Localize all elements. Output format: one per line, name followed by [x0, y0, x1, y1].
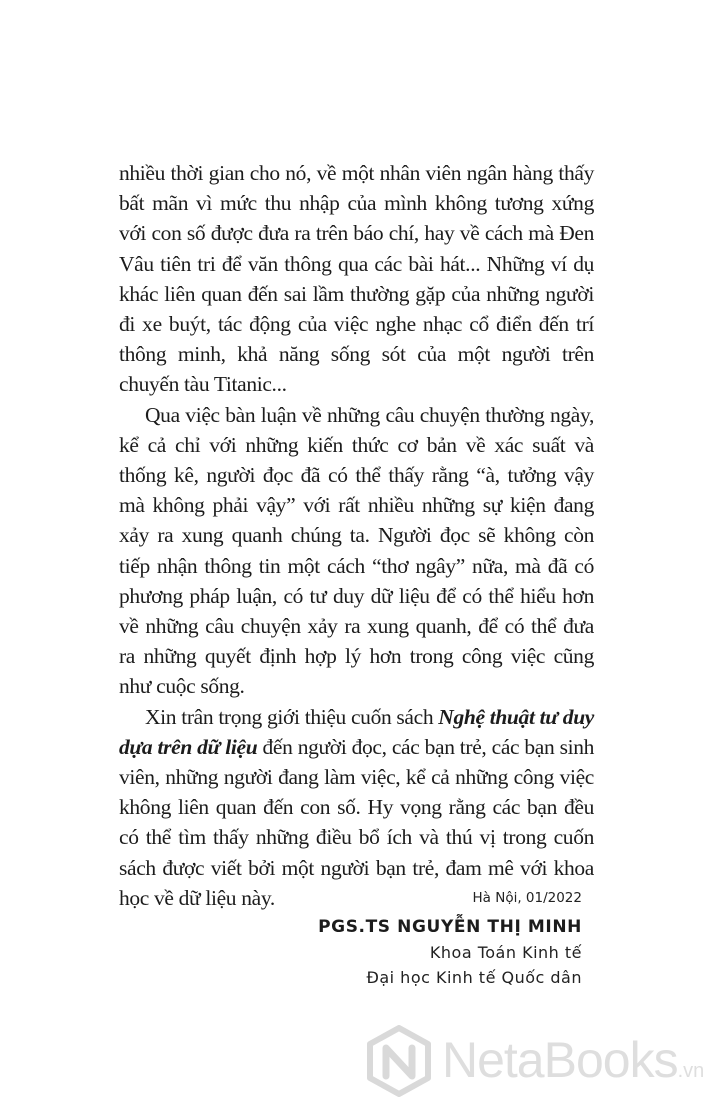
- watermark-brand: NetaBooks: [442, 1032, 678, 1088]
- author-name: PGS.TS NGUYỄN THỊ MINH: [318, 917, 582, 937]
- watermark-text: [442, 1030, 704, 1101]
- netabooks-watermark: [362, 1020, 704, 1100]
- author-department: Khoa Toán Kinh tế: [429, 943, 582, 962]
- signature-date: Hà Nội, 01/2022: [472, 890, 582, 906]
- paragraph: [119, 400, 594, 702]
- paragraph: [119, 702, 594, 913]
- paragraph-text: Xin trân trọng giới thiệu cuốn sách: [145, 704, 439, 729]
- author-university: Đại học Kinh tế Quốc dân: [366, 968, 582, 987]
- watermark-suffix: .vn: [677, 1060, 704, 1082]
- paragraph: [119, 158, 594, 400]
- paragraph-text: đến người đọc, các bạn trẻ, các bạn sinh viên, những người đang làm việc, kể cả những công việc không liên quan đến con số. Hy vọng rằng các bạn đều có thể tìm thấy những điều bổ ích và thú vị trong cuốn sách được viết bởi một người bạn trẻ, đam mê với khoa học về dữ liệu này.: [119, 734, 595, 910]
- body-text: [119, 158, 594, 913]
- signature-block: [318, 888, 582, 990]
- paragraph-text: nhiều thời gian cho nó, về một nhân viên ngân hàng thấy bất mãn vì mức thu nhập của mình không tương xứng với con số được đưa ra trên báo chí, hay về cách mà Đen Vâu tiên tri để văn thông qua các bài hát... Những ví dụ khác liên quan đến sai lầm thường gặp của những người đi xe buýt, tác động của việc nghe nhạc cổ điển đến trí thông minh, khả năng sống sót của một người trên chuyến tàu Titanic...: [119, 161, 594, 397]
- netabooks-n-hexagon-logo-icon: [362, 1024, 436, 1098]
- book-title: Nghệ thuật tư duy dựa trên dữ liệu: [119, 704, 595, 759]
- paragraph-text: Qua việc bàn luận về những câu chuyện thường ngày, kể cả chỉ với những kiến thức cơ bản về xác suất và thống kê, người đọc đã có thể thấy rằng “à, tưởng vậy mà không phải vậy” với rất nhiều những sự kiện đang xảy ra xung quanh chúng ta. Người đọc sẽ không còn tiếp nhận thông tin một cách “thơ ngây” nữa, mà đã có phương pháp luận, có tư duy dữ liệu để có thể hiểu hơn về những câu chuyện xảy ra xung quanh, để có thể đưa ra những quyết định hợp lý hơn trong công việc cũng như cuộc sống.: [119, 402, 594, 699]
